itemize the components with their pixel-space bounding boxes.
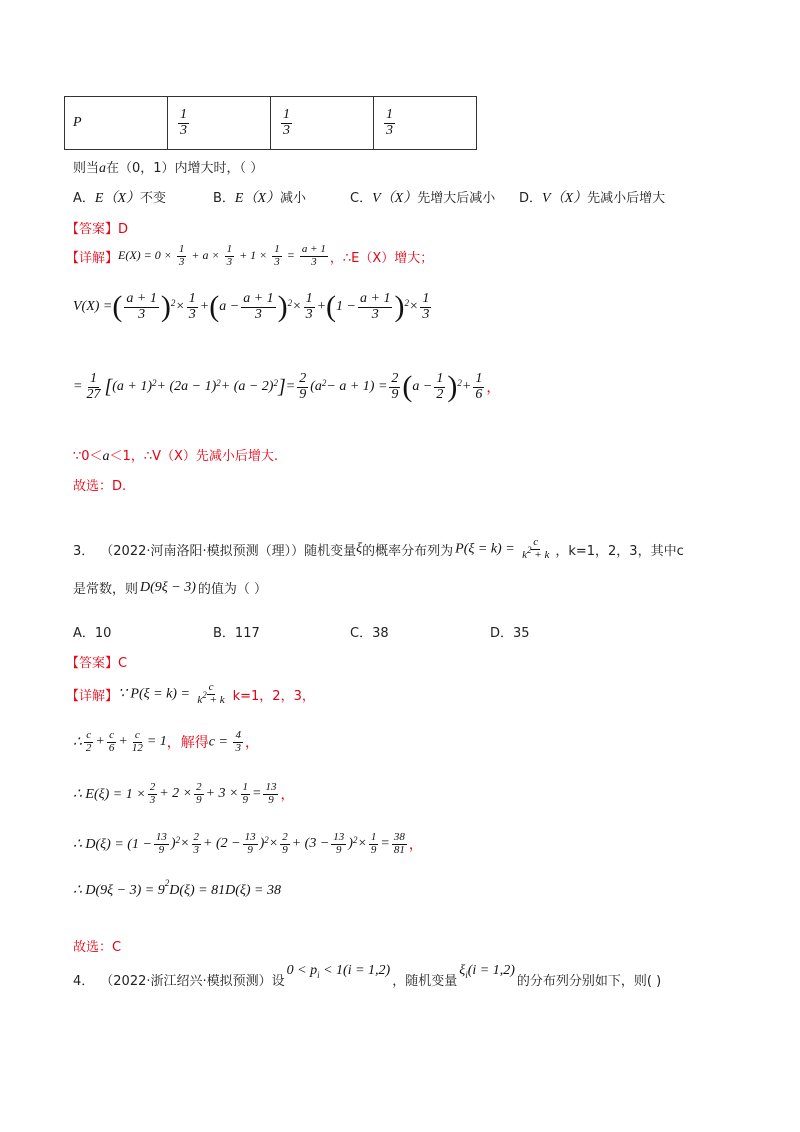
option-d: D．35 [490, 626, 530, 641]
table-cell: $\frac{1}{3}$ [271, 97, 374, 150]
choose-line: 故选：C [73, 940, 122, 955]
option-d: D．V（X）先减小后增大 [519, 191, 666, 206]
option-a: A．10 [73, 626, 112, 641]
option-c: C．38 [350, 626, 389, 641]
detail-line: 【详解】 ∵ P(ξ = k) = $\frac{c}{k^2 + k}$ k=1，2，3， [66, 681, 315, 706]
sum-equation: ∴ $\frac{c}{2}$ + $\frac{c}{6}$ + $\frac{c}{12}$ = 1 ，解得 c = $\frac{4}{3}$ ， [73, 729, 259, 754]
table-row [65, 97, 477, 150]
question-stem-line2: 是常数，则 D(9ξ − 3) 的值为（ ） [73, 579, 268, 597]
variance-simplified: = $\frac{1}{27}$ [ (a + 1) 2 + (2a − 1) 2 + (a − 2) 2 ] = $\frac{2}{9}$ (a 2 − a + 1) = $\frac{2}{9}$ ( a − $\frac{1}{2}$ ) 2 + $\frac{1}{6}$ ， [73, 370, 501, 404]
expectation-formula: ∴ E(ξ) = 1 × $\frac{2}{3}$ + 2 × $\frac{2}{9}$ + 3 × $\frac{1}{9}$ = $\frac{13}{9}$ ， [73, 781, 295, 806]
variance-formula: ∴ D(ξ) = (1 − $\frac{13}{9}$ ) 2 × $\frac{2}{3}$ + (2 − $\frac{13}{9}$ ) 2 × $\frac{2}{9}$ + (3 − $\frac{13}{9}$ ) 2 × $\frac{1}{9}$ = $\frac{38}{81}$ ， [73, 831, 423, 856]
option-a: A．E（X）不变 [73, 191, 167, 206]
detail-line: 【详解】 E(X) = 0 × $\frac{1}{3}$ + a × $\frac{1}{3}$ + 1 × $\frac{1}{3}$ = $\frac{a + 1}{3}$ ，∴E（X）增大； [66, 243, 434, 268]
option-c: C．V（X）先增大后减小 [350, 191, 496, 206]
choose-line: 故选：D. [73, 479, 127, 494]
final-variance: ∴ $D(9\xi - 3) = 9^2D(\xi) = 81D(\xi) = 38$ [73, 878, 281, 898]
table-cell: $\frac{1}{3}$ [374, 97, 477, 150]
expectation-formula: E(X) = 0 × $\frac{1}{3}$ + a × $\frac{1}{3}$ + 1 × $\frac{1}{3}$ = $\frac{a + 1}{3}$ [118, 243, 326, 268]
option-b: B．117 [213, 626, 260, 641]
option-b: B．E（X）减小 [213, 191, 307, 206]
question-stem: 则当a在（0，1）内增大时，（ ） [73, 161, 264, 176]
conclusion-line: ∵0＜a＜1，∴V（X）先减小后增大. [73, 449, 279, 464]
table-cell: $\frac{1}{3}$ [168, 97, 271, 150]
table-row-label: P [65, 97, 168, 150]
question-stem: 3． （2022·河南洛阳·模拟预测（理））随机变量 ξ 的概率分布列为 P(ξ = k) = $\frac{c}{k^2 + k}$ ，k=1，2，3，其中c [73, 536, 684, 561]
answer-line: 【答案】C [66, 656, 128, 671]
question-stem: 4． （2022·浙江绍兴·模拟预测）设 $0 < p_i < 1(i = 1,2)$ ，随机变量 $\xi_i(i = 1,2)$ 的分布列分别如下，则( ) [73, 963, 662, 989]
answer-line: 【答案】D [66, 222, 129, 237]
variance-formula: V(X) = ( $\frac{a + 1}{3}$ ) 2 × $\frac{1}{3}$ + ( a − $\frac{a + 1}{3}$ ) 2 × $\frac{1}{3}$ + ( 1 − $\frac{a + 1}{3}$ ) 2 × $\frac{1}{3}$ [73, 290, 430, 324]
probability-table [64, 96, 477, 150]
